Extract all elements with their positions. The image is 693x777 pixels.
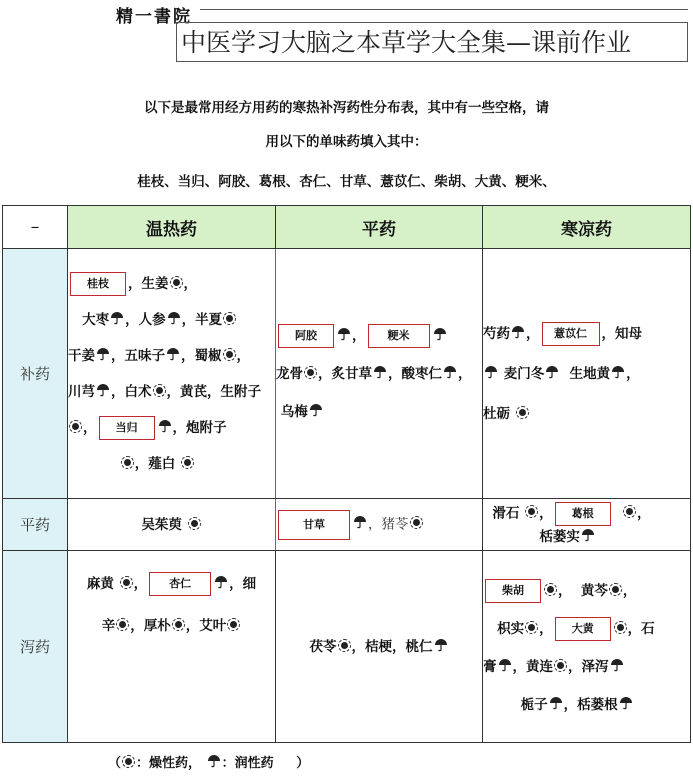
sun-icon xyxy=(614,621,627,634)
fill-blank[interactable]: 葛根 xyxy=(555,502,611,526)
col-header-cold: 寒凉药 xyxy=(483,206,691,249)
sun-icon xyxy=(170,276,183,289)
sun-icon xyxy=(223,348,236,361)
umbrella-icon xyxy=(110,311,124,325)
sun-icon xyxy=(554,659,567,672)
sun-icon xyxy=(516,406,529,419)
sun-icon xyxy=(188,517,201,530)
herb-text: ，生姜 xyxy=(128,275,169,292)
sun-icon xyxy=(609,583,622,596)
herb-text: ， xyxy=(526,325,540,342)
row-label-purge: 泻药 xyxy=(3,551,68,743)
sun-icon xyxy=(623,505,636,518)
cell-tonify-neutral xyxy=(276,249,483,499)
sun-icon xyxy=(304,366,317,379)
umbrella-icon xyxy=(511,325,525,339)
herb-text: ， xyxy=(558,582,572,599)
herb-text: ，半夏 xyxy=(181,311,223,328)
sun-icon xyxy=(338,639,351,652)
sun-icon xyxy=(120,576,133,589)
fill-blank[interactable]: 大黄 xyxy=(555,617,611,641)
umbrella-icon xyxy=(96,383,110,397)
herb-text: ，酸枣仁 xyxy=(388,365,442,382)
herb-text: 川芎 xyxy=(68,383,95,400)
legend-sun-label: ：燥性药， xyxy=(136,756,202,771)
cell-tonify-cold xyxy=(483,249,691,499)
herb-text: ，炙甘草 xyxy=(318,365,372,382)
herb-text: ， xyxy=(622,582,637,599)
herb-text: 栝蒌实 xyxy=(539,528,580,545)
herb-text: 麻黄 xyxy=(86,575,114,592)
herb-text: ，桔梗，桃仁 xyxy=(351,638,433,655)
herb-property-table xyxy=(2,205,691,743)
sun-icon xyxy=(116,618,129,631)
cell-purge-cold xyxy=(483,551,691,743)
herb-text: ，细 xyxy=(229,575,257,592)
herb-text: 干姜 xyxy=(68,347,95,364)
herb-text: 乌梅 xyxy=(280,403,308,420)
herb-text: 大枣 xyxy=(82,311,110,328)
herb-text: ， xyxy=(83,419,97,436)
herb-text: ， xyxy=(539,505,553,521)
umbrella-icon xyxy=(549,696,563,710)
herb-text: ， xyxy=(637,505,651,521)
herb-text: ，炮附子 xyxy=(172,419,227,436)
herb-text: 栀子 xyxy=(520,696,548,713)
fill-blank[interactable]: 薏苡仁 xyxy=(542,322,600,346)
umbrella-icon xyxy=(611,365,625,379)
legend-paren: （ xyxy=(108,756,122,771)
umbrella-icon xyxy=(443,365,457,379)
fill-blank[interactable]: 当归 xyxy=(99,416,155,440)
herb-text: 枳实 xyxy=(497,620,525,637)
umbrella-icon xyxy=(96,347,110,361)
fill-blank[interactable]: 阿胶 xyxy=(278,324,334,348)
herb-text: 麦门冬 xyxy=(503,365,545,382)
herb-text: 芍药 xyxy=(483,325,510,342)
umbrella-icon xyxy=(434,638,448,652)
fill-blank[interactable]: 桂枝 xyxy=(70,272,126,296)
herb-text: ，五味子 xyxy=(111,347,165,364)
herb-text: 膏 xyxy=(483,658,497,675)
brand-signature: 精一書院 xyxy=(116,7,192,27)
cell-purge-neutral xyxy=(276,551,483,743)
umbrella-icon xyxy=(484,365,498,379)
col-header-warm: 温热药 xyxy=(68,206,276,249)
herb-text: ，栝蒌根 xyxy=(563,696,618,713)
fill-blank[interactable]: 甘草 xyxy=(278,510,350,540)
sun-icon xyxy=(181,456,194,469)
herb-text: 茯苓 xyxy=(309,638,337,655)
sun-icon xyxy=(121,456,134,469)
herb-text: ，黄连 xyxy=(512,658,553,675)
umbrella-icon xyxy=(207,754,221,768)
umbrella-icon xyxy=(619,696,633,710)
title-rule xyxy=(200,9,688,10)
herb-text: ，石 xyxy=(627,620,655,637)
herb-text: ， xyxy=(133,575,148,592)
sun-icon xyxy=(525,621,538,634)
legend xyxy=(108,752,309,771)
herb-text: ， xyxy=(183,275,197,292)
legend-umbrella-label: ：润性药 xyxy=(221,756,274,771)
herb-text: ，艾叶 xyxy=(185,617,227,634)
fill-blank[interactable]: 粳米 xyxy=(368,324,430,348)
sun-icon xyxy=(153,384,166,397)
umbrella-icon xyxy=(353,515,367,529)
cell-tonify-warm xyxy=(68,249,276,499)
herb-text: ，黄芪，生附子 xyxy=(166,383,261,400)
herb-text: ，薤白 xyxy=(134,455,176,472)
herb-text: 生地黄 xyxy=(569,365,611,382)
intro-line-1: 以下是最常用经方用药的寒热补泻药性分布表，其中有一些空格，请 xyxy=(144,100,549,116)
cell-neutral-neutral xyxy=(276,499,483,551)
herb-text: ， xyxy=(626,365,640,382)
cell-neutral-cold xyxy=(483,499,691,551)
umbrella-icon xyxy=(433,327,447,341)
sun-icon xyxy=(525,505,538,518)
umbrella-icon xyxy=(167,311,181,325)
herb-text: ，蜀椒 xyxy=(181,347,222,364)
herb-text: ，猪苓 xyxy=(368,516,409,532)
corner-cell: – xyxy=(3,206,68,249)
page-title: 中医学习大脑之本草学大全集—课前作业 xyxy=(176,22,688,62)
herb-text: ， xyxy=(539,620,553,637)
umbrella-icon xyxy=(166,347,180,361)
fill-blank[interactable]: 柴胡 xyxy=(485,579,541,603)
sun-icon xyxy=(544,583,557,596)
sun-icon xyxy=(227,618,240,631)
herb-text: ，白术 xyxy=(111,383,152,400)
intro-line-3: 桂枝、当归、阿胶、葛根、杏仁、甘草、薏苡仁、柴胡、大黄、粳米、 xyxy=(137,174,556,190)
sun-icon xyxy=(223,312,236,325)
umbrella-icon xyxy=(309,403,323,417)
herb-text: ， xyxy=(236,347,250,364)
herb-text: ，知母 xyxy=(601,325,642,342)
umbrella-icon xyxy=(610,658,624,672)
col-header-neutral: 平药 xyxy=(276,206,483,249)
sun-icon xyxy=(69,420,82,433)
umbrella-icon xyxy=(158,419,172,433)
row-label-tonify: 补药 xyxy=(3,249,68,499)
umbrella-icon xyxy=(581,528,595,542)
umbrella-icon xyxy=(373,365,387,379)
herb-text: 滑石 xyxy=(492,505,520,521)
herb-text: ，泽泻 xyxy=(568,658,609,675)
herb-text: 辛 xyxy=(101,617,116,634)
herb-text: 杜砺 xyxy=(483,405,510,422)
fill-blank[interactable]: 杏仁 xyxy=(149,572,211,596)
cell-neutral-warm xyxy=(68,499,276,551)
intro-line-2: 用以下的单味药填入其中： xyxy=(265,134,428,150)
umbrella-icon xyxy=(545,365,559,379)
herb-text: 吴茱萸 xyxy=(141,516,182,533)
herb-text: 黄芩 xyxy=(580,582,608,599)
cell-purge-warm xyxy=(68,551,276,743)
row-label-neutral: 平药 xyxy=(3,499,68,551)
umbrella-icon xyxy=(337,327,351,341)
sun-icon xyxy=(410,516,423,529)
herb-text: ， xyxy=(352,327,366,344)
legend-paren: ） xyxy=(296,756,310,771)
herb-text: ，厚朴 xyxy=(130,617,171,634)
sun-icon xyxy=(172,618,185,631)
herb-text: ， xyxy=(458,365,472,382)
herb-text: ，人参 xyxy=(125,311,166,328)
umbrella-icon xyxy=(214,575,228,589)
sun-icon xyxy=(122,755,135,768)
herb-text: 龙骨 xyxy=(276,365,303,382)
umbrella-icon xyxy=(498,658,512,672)
